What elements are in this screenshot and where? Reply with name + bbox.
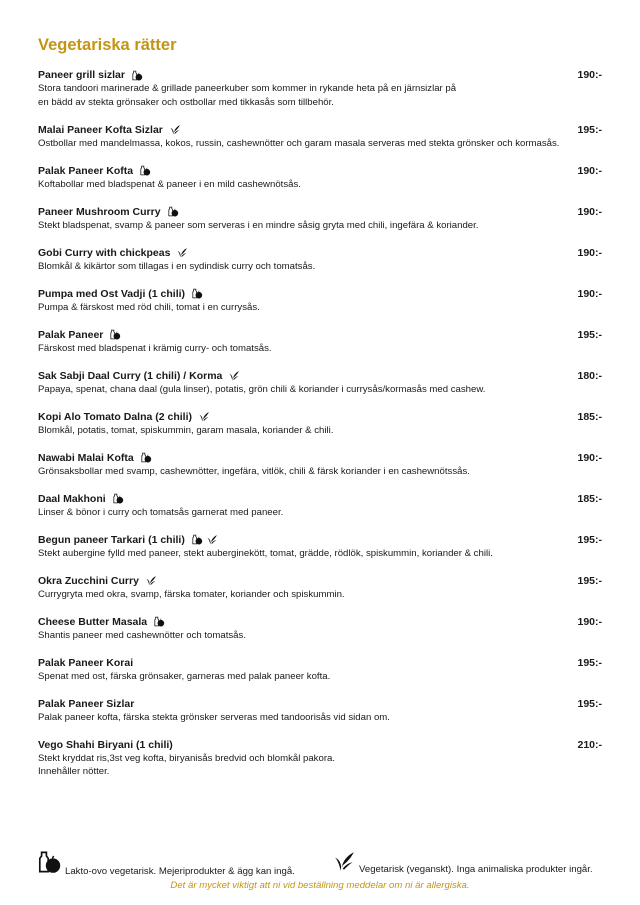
menu-item (38, 451, 602, 479)
item-name: Okra Zucchini Curry (38, 574, 139, 587)
item-name: Vego Shahi Biryani (1 chili) (38, 738, 173, 751)
item-price: 185:- (577, 410, 602, 423)
lakto-ovo-icon (154, 616, 165, 627)
item-price: 190:- (577, 451, 602, 464)
menu-list (38, 68, 602, 792)
lakto-ovo-icon (192, 534, 203, 545)
item-icons (170, 124, 181, 135)
item-price: 190:- (577, 246, 602, 259)
item-name-row (38, 738, 602, 752)
item-icons (140, 165, 151, 176)
item-price: 190:- (577, 205, 602, 218)
item-name-row (38, 492, 602, 506)
item-description: Koftabollar med bladspenat & paneer i en mild cashewnötsås. (38, 178, 301, 190)
vegan-leaf-icon (170, 124, 181, 135)
item-description: Linser & bönor i curry och tomatsås garnerat med paneer. (38, 506, 284, 518)
item-name: Daal Makhoni (38, 492, 106, 505)
menu-item (38, 369, 602, 397)
item-name-row (38, 369, 602, 383)
item-price: 190:- (577, 615, 602, 628)
vegan-leaf-icon (146, 575, 157, 586)
menu-item (38, 615, 602, 643)
item-icons (154, 616, 165, 627)
item-description: Grönsaksbollar med svamp, cashewnötter, ingefära, vitlök, chili & färsk koriander i en cashewnötssås. (38, 465, 470, 477)
item-description: Stekt kryddat ris,3st veg kofta, biryanisås bredvid och blomkål pakora. Innehåller nötter. (38, 752, 336, 777)
menu-item (38, 738, 602, 779)
menu-item (38, 328, 602, 356)
vegan-leaf-icon (199, 411, 210, 422)
menu-item (38, 164, 602, 192)
item-description: Blomkål, potatis, tomat, spiskummin, garam masala, koriander & chili. (38, 424, 334, 436)
item-name-row (38, 205, 602, 219)
item-icons (229, 370, 240, 381)
menu-item (38, 246, 602, 274)
item-name-row (38, 533, 602, 547)
item-name-row (38, 697, 602, 711)
lakto-ovo-icon (141, 452, 152, 463)
item-name: Begun paneer Tarkari (1 chili) (38, 533, 185, 546)
item-description: Palak paneer kofta, färska stekta grönsker serveras med tandoorisås vid sidan om. (38, 711, 390, 723)
item-price: 190:- (577, 287, 602, 300)
item-price: 195:- (577, 533, 602, 546)
item-icons (192, 288, 203, 299)
item-name-row (38, 574, 602, 588)
vegan-leaf-icon (334, 850, 356, 875)
menu-item (38, 656, 602, 684)
lakto-ovo-icon (113, 493, 124, 504)
item-name-row (38, 410, 602, 424)
item-name: Sak Sabji Daal Curry (1 chili) / Korma (38, 369, 223, 382)
menu-item (38, 123, 602, 151)
lakto-ovo-icon (192, 288, 203, 299)
menu-item (38, 410, 602, 438)
vegan-leaf-icon (177, 247, 188, 258)
item-icons (168, 206, 179, 217)
lakto-ovo-icon (110, 329, 121, 340)
item-name: Palak Paneer Korai (38, 656, 134, 669)
item-description: Ostbollar med mandelmassa, kokos, russin, cashewnötter och garam masala serveras med stekta grönsker och kormasås. (38, 137, 560, 149)
item-name: Malai Paneer Kofta Sizlar (38, 123, 163, 136)
item-name: Nawabi Malai Kofta (38, 451, 134, 464)
item-price: 195:- (577, 697, 602, 710)
item-name-row (38, 123, 602, 137)
item-icons (146, 575, 157, 586)
item-icons (192, 534, 218, 545)
legend-lakto (38, 850, 295, 877)
lakto-ovo-icon (132, 70, 143, 81)
item-description: Spenat med ost, färska grönsaker, garneras med palak paneer kofta. (38, 670, 331, 682)
item-description: Papaya, spenat, chana daal (gula linser), potatis, grön chili & koriander i currysås/kormasås med cashew. (38, 383, 486, 395)
item-description: Stora tandoori marinerade & grillade paneerkuber som kommer in rykande heta på en järnsizlar på en bädd av stekta grönsaker och ostbollar med tikkasås som tillbehör. (38, 83, 457, 108)
item-price: 195:- (577, 328, 602, 341)
item-name: Paneer grill sizlar (38, 69, 125, 81)
item-name: Pumpa med Ost Vadji (1 chili) (38, 287, 186, 300)
menu-item (38, 492, 602, 520)
item-price: 190:- (577, 69, 602, 81)
vegan-leaf-icon (207, 534, 218, 545)
lakto-ovo-icon (38, 850, 62, 877)
vegan-leaf-icon (229, 370, 240, 381)
item-price: 195:- (577, 123, 602, 136)
lakto-ovo-icon (168, 206, 179, 217)
item-description: Currygryta med okra, svamp, färska tomater, koriander och spiskummin. (38, 588, 345, 600)
item-icons (113, 493, 124, 504)
legend-vegan (334, 850, 593, 875)
item-price: 180:- (577, 369, 602, 382)
item-name-row (38, 328, 602, 342)
menu-item (38, 205, 602, 233)
page-title: Vegetariska rätter (38, 36, 177, 54)
item-description: Stekt aubergine fylld med paneer, stekt auberginekött, tomat, grädde, rödlök, spiskummin, koriander & chili. (38, 547, 493, 559)
item-icons (199, 411, 210, 422)
item-name-row (38, 246, 602, 260)
item-price: 210:- (577, 738, 602, 751)
item-description: Blomkål & kikärtor som tillagas i en sydindisk curry och tomatsås. (38, 260, 316, 272)
item-description: Stekt bladspenat, svamp & paneer som serveras i en mindre såsig gryta med chili, ingefära & koriander. (38, 219, 479, 231)
item-description: Shantis paneer med cashewnötter och tomatsås. (38, 629, 246, 641)
item-price: 190:- (577, 164, 602, 177)
item-price: 195:- (577, 656, 602, 669)
item-name-row (38, 615, 602, 629)
item-name-row (38, 68, 602, 82)
item-name: Palak Paneer (38, 328, 104, 341)
item-name: Cheese Butter Masala (38, 615, 148, 628)
menu-item (38, 287, 602, 315)
item-name: Paneer Mushroom Curry (38, 205, 161, 218)
legend-vegan-text: Vegetarisk (veganskt). Inga animaliska produkter ingår. (359, 864, 593, 875)
item-name-row (38, 164, 602, 178)
item-name: Palak Paneer Sizlar (38, 697, 135, 710)
legend-lakto-text: Lakto-ovo vegetarisk. Mejeriprodukter & ägg kan ingå. (65, 866, 295, 877)
item-description: Pumpa & färskost med röd chili, tomat i en currysås. (38, 301, 260, 313)
item-icons (141, 452, 152, 463)
item-price: 195:- (577, 574, 602, 587)
menu-item (38, 533, 602, 561)
item-name-row (38, 451, 602, 465)
item-price: 185:- (577, 492, 602, 505)
item-icons (132, 70, 143, 81)
menu-item (38, 68, 602, 109)
item-icons (177, 247, 188, 258)
lakto-ovo-icon (140, 165, 151, 176)
item-name-row (38, 656, 602, 670)
item-name: Kopi Alo Tomato Dalna (2 chili) (38, 410, 193, 423)
item-name: Palak Paneer Kofta (38, 164, 134, 177)
item-icons (110, 329, 121, 340)
allergy-note: Det är mycket viktigt att ni vid beställning meddelar om ni är allergiska. (170, 880, 470, 891)
menu-item (38, 697, 602, 725)
item-description: Färskost med bladspenat i krämig curry- och tomatsås. (38, 342, 272, 354)
menu-item (38, 574, 602, 602)
item-name-row (38, 287, 602, 301)
item-name: Gobi Curry with chickpeas (38, 246, 171, 259)
